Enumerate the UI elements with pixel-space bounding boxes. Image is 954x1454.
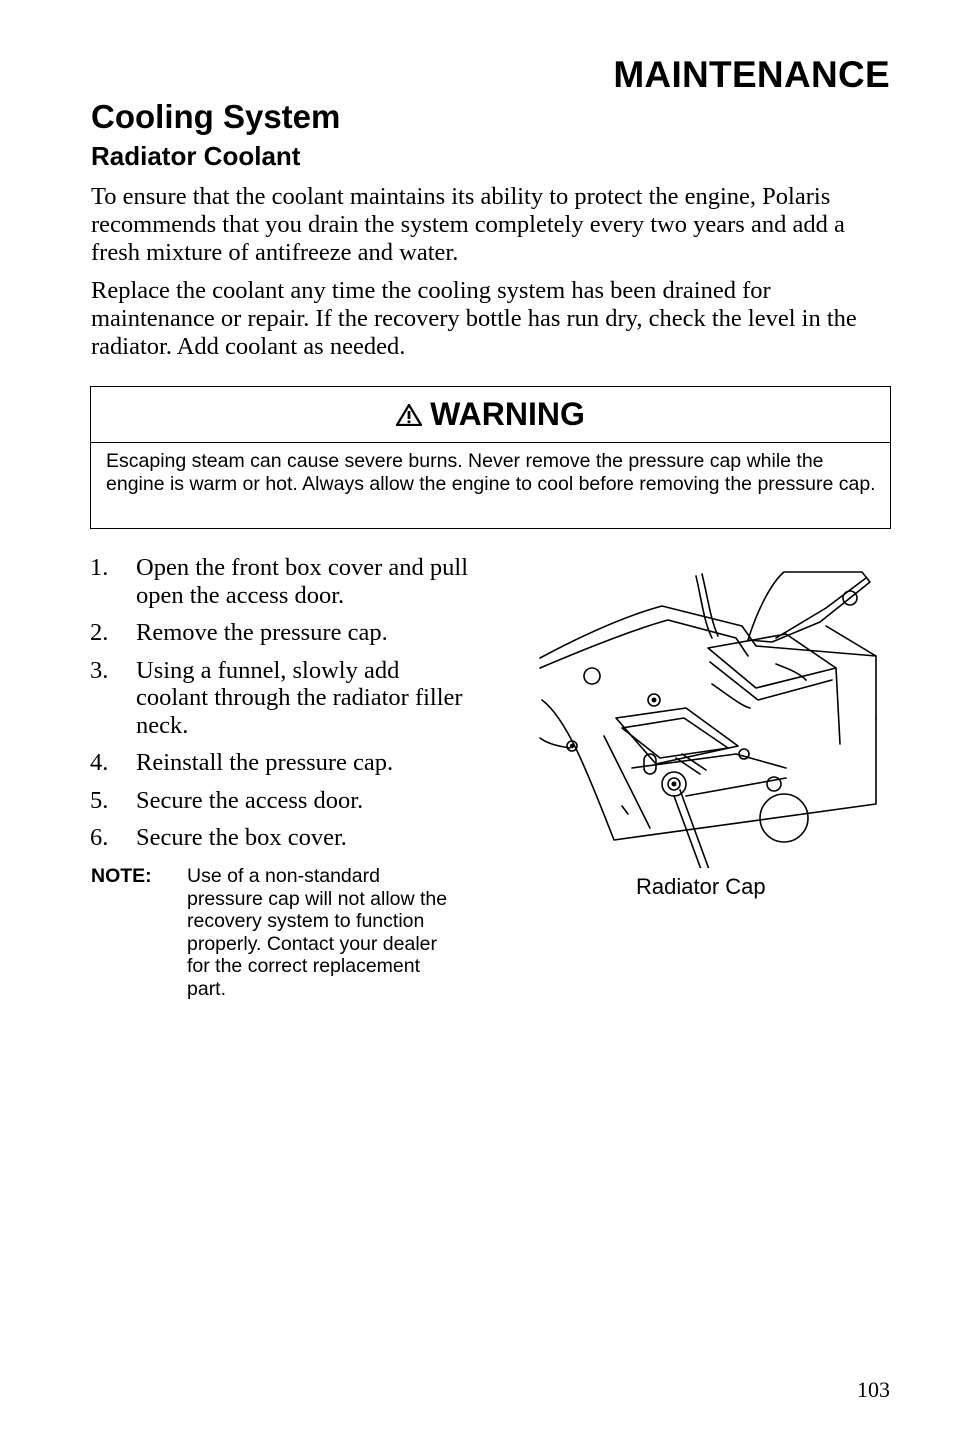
list-item [90,749,470,777]
step-text: Remove the pressure cap. [136,619,388,646]
note [91,865,471,1000]
page-number: 103 [857,1377,890,1402]
step-text: Secure the box cover. [136,824,347,851]
note-label: NOTE: [91,865,152,887]
step-text: Open the front box cover and pull open the access door. [136,554,469,609]
step-text: Reinstall the pressure cap. [136,749,394,776]
page-title: Cooling System [91,98,341,135]
section-header: MAINTENANCE [613,54,890,95]
list-item [90,824,470,852]
step-number: 1. [90,554,109,581]
note-text: Use of a non-standard pressure cap will not allow the recovery system to function properly. Contact your dealer for the correct replacement part. [187,865,448,1000]
warning-text: Escaping steam can cause severe burns. Never remove the pressure cap while the engine is warm or hot. Always allow the engine to cool before removing the pressure cap. [106,450,876,495]
steps-list [90,554,470,862]
list-item [90,554,470,609]
warning-triangle-icon [396,404,422,426]
list-item [90,619,470,647]
warning-title: WARNING [430,396,585,432]
step-number: 2. [90,619,109,646]
step-number: 6. [90,824,109,851]
figure-caption: Radiator Cap [636,874,766,899]
intro-paragraph: To ensure that the coolant maintains its ability to protect the engine, Polaris recommends that you drain the system completely every two years and add a fresh mixture of antifreeze and water. [91,183,845,266]
warning-header [91,387,890,443]
replace-paragraph: Replace the coolant any time the cooling system has been drained for maintenance or repair. If the recovery bottle has run dry, check the level in the radiator. Add coolant as needed. [91,277,857,360]
step-number: 3. [90,656,109,684]
radiator-cap-illustration [536,568,882,868]
list-item [90,657,470,740]
step-number: 5. [90,786,109,814]
step-number: 4. [90,749,109,776]
warning-box [90,386,891,529]
subsection-title: Radiator Coolant [91,141,301,171]
step-text: Using a funnel, slowly add coolant through the radiator filler neck. [136,656,463,739]
list-item [90,787,470,815]
step-text: Secure the access door. [136,786,364,814]
